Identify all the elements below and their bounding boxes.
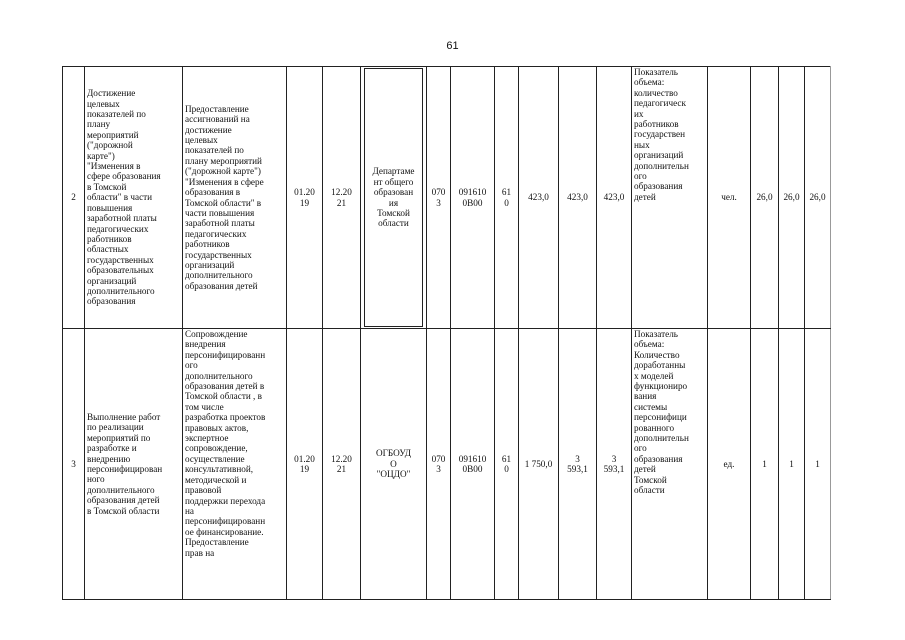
- funding-year-1: 423,0: [519, 67, 559, 329]
- executor: ОГБОУД О "ОЦДО": [361, 329, 427, 600]
- row-number: 2: [63, 67, 85, 329]
- value-year-2: 1: [779, 329, 805, 600]
- executor: Департаме нт общего образован ия Томской области: [364, 68, 423, 327]
- event-name: Достижение целевых показателей по плану мероприятий ("дорожной карте") "Изменения в сфере образования в Томской области" в части повышения заработной платы педагогических работников областных государственных образовательных организаций дополнительного образования: [85, 67, 183, 329]
- table-row: [63, 329, 831, 600]
- funding-year-1: 1 750,0: [519, 329, 559, 600]
- funding-year-2: 3 593,1: [559, 329, 597, 600]
- executor-cell: [361, 67, 427, 329]
- page-number: 61: [446, 40, 459, 52]
- value-year-3: 1: [805, 329, 831, 600]
- event-description: Сопровождение внедрения персонифицированн ого дополнительного образования детей в Томской области , в том числе разработка проектов правовых актов, экспертное сопровождение, осуществление консультативной, методической и правовой поддержки перехода на персонифицированн ое финансирование. Предоставление прав на: [183, 329, 287, 600]
- section-code: 070 3: [427, 67, 451, 329]
- event-name: Выполнение работ по реализации мероприятий по разработке и внедрению персонифицирован ного дополнительного образования детей в Томской области: [85, 329, 183, 600]
- expense-type: 61 0: [495, 329, 519, 600]
- unit: ед.: [708, 329, 751, 600]
- value-year-3: 26,0: [805, 67, 831, 329]
- table-row: [63, 67, 831, 329]
- unit: чел.: [708, 67, 751, 329]
- end-date: 12.20 21: [323, 67, 361, 329]
- indicator: Показатель объема: количество педагогическ их работников государствен ных организаций дополнительн ого образования детей: [632, 67, 708, 329]
- event-description: Предоставление ассигнований на достижение целевых показателей по плану мероприятий ("дорожной карте") "Изменения в сфере образования в Томской области" в части повышения заработной платы педагогических работников государственных организаций дополнительного образования детей: [183, 67, 287, 329]
- start-date: 01.20 19: [287, 67, 323, 329]
- value-year-2: 26,0: [779, 67, 805, 329]
- expense-type: 61 0: [495, 67, 519, 329]
- target-code: 091610 0В00: [451, 67, 495, 329]
- value-year-1: 26,0: [751, 67, 779, 329]
- value-year-1: 1: [751, 329, 779, 600]
- end-date: 12.20 21: [323, 329, 361, 600]
- program-table: [62, 66, 831, 600]
- funding-year-2: 423,0: [559, 67, 597, 329]
- start-date: 01.20 19: [287, 329, 323, 600]
- funding-year-3: 423,0: [597, 67, 632, 329]
- target-code: 091610 0В00: [451, 329, 495, 600]
- indicator: Показатель объема: Количество доработанны х моделей функциониро вания системы персонифици рованного дополнительн ого образования детей Томской области: [632, 329, 708, 600]
- row-number: 3: [63, 329, 85, 600]
- funding-year-3: 3 593,1: [597, 329, 632, 600]
- section-code: 070 3: [427, 329, 451, 600]
